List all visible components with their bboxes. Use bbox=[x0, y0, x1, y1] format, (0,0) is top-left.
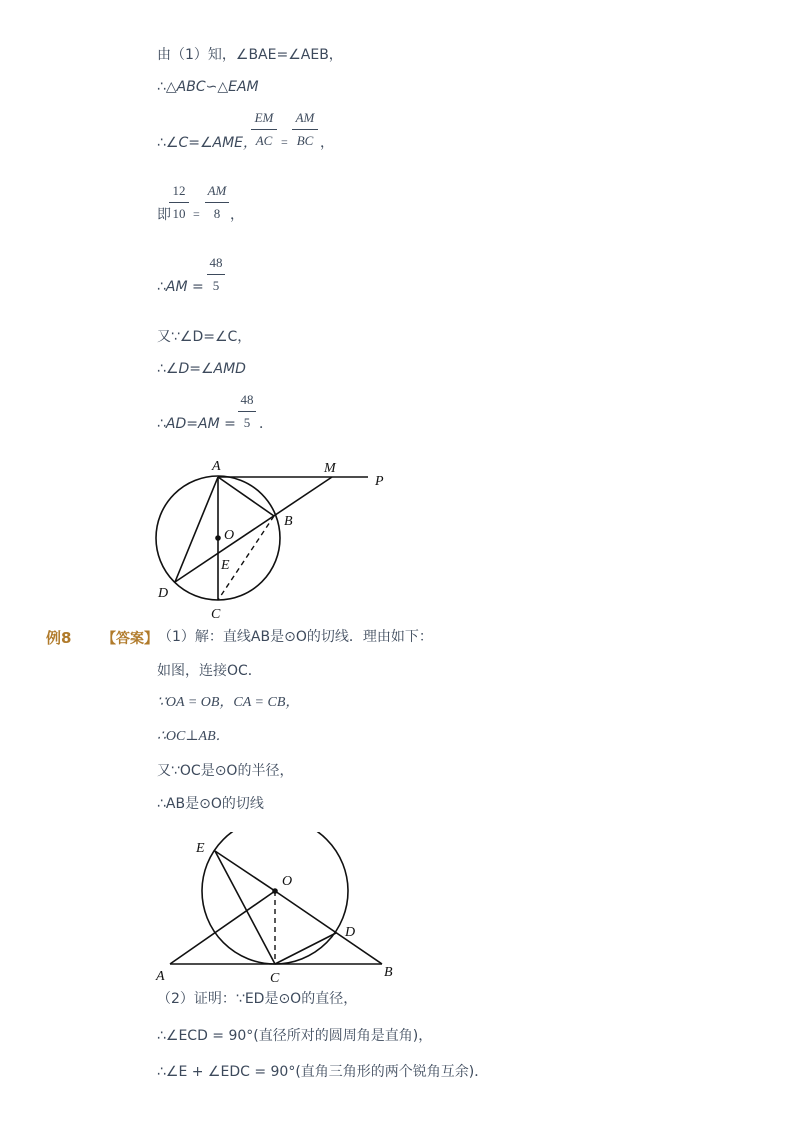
fraction-numerator: 48 bbox=[240, 392, 254, 407]
fraction-48-5-b bbox=[238, 392, 256, 431]
label-c: C bbox=[211, 607, 221, 622]
step-line-5: ∴AM = bbox=[157, 279, 204, 295]
answer-line-7: （2）证明：∵ED是⊙O的直径， bbox=[157, 991, 358, 1007]
answer-tag: 【答案】 bbox=[102, 631, 158, 647]
step-line-7: ∴∠D=∠AMD bbox=[157, 361, 246, 377]
line-dm bbox=[175, 477, 332, 582]
answer-line-6: ∴AB是⊙O的切线 bbox=[157, 796, 264, 812]
center-point-o bbox=[272, 888, 278, 894]
label-c: C bbox=[270, 971, 280, 986]
label-o: O bbox=[224, 528, 235, 543]
label-e: E bbox=[196, 841, 205, 856]
step-line-1: 由（1）知，∠BAE=∠AEB， bbox=[157, 47, 343, 63]
answer-line-9: ∴∠E + ∠EDC = 90°(直角三角形的两个锐角互余)． bbox=[157, 1064, 489, 1080]
label-e: E bbox=[221, 558, 230, 573]
label-d: D bbox=[345, 925, 356, 940]
example-label: 例8 bbox=[46, 629, 72, 647]
fraction-denominator: 10 bbox=[172, 206, 186, 221]
step-line-6: 又∵∠D=∠C， bbox=[157, 329, 252, 345]
fraction-bar bbox=[207, 274, 225, 275]
fraction-bar bbox=[251, 129, 277, 130]
fraction-bar bbox=[205, 202, 229, 203]
fraction-numerator: 48 bbox=[209, 255, 223, 270]
line-eo bbox=[215, 851, 275, 891]
line-ec bbox=[215, 851, 275, 964]
line-cd bbox=[275, 933, 336, 964]
fraction-denominator: BC bbox=[296, 133, 314, 148]
label-a: A bbox=[156, 969, 165, 984]
fraction-48-5 bbox=[207, 255, 225, 294]
circle-o bbox=[202, 832, 348, 964]
answer-line-3: ∵OA = OB，CA = CB， bbox=[157, 695, 300, 710]
fraction-numerator: AM bbox=[207, 183, 227, 198]
center-point-o bbox=[215, 535, 221, 541]
fraction-bar bbox=[292, 129, 318, 130]
label-p: P bbox=[375, 474, 384, 489]
equals-sign: = bbox=[193, 207, 200, 221]
fraction-bar bbox=[169, 202, 189, 203]
label-o: O bbox=[282, 874, 293, 889]
label-d: D bbox=[158, 586, 169, 601]
label-b: B bbox=[384, 965, 393, 980]
answer-line-4: ∴OC⊥AB． bbox=[157, 729, 230, 744]
fraction-denominator: 5 bbox=[243, 415, 251, 430]
fraction-12-10 bbox=[169, 183, 189, 222]
line-ob bbox=[275, 891, 382, 964]
figure-circle-tangent-ab bbox=[150, 832, 400, 992]
figure-circle-tangent-ampb bbox=[140, 452, 400, 622]
step-line-8: ∴AD=AM = bbox=[157, 416, 236, 432]
fraction-denominator: 8 bbox=[213, 206, 221, 221]
fraction-am-8 bbox=[205, 183, 229, 222]
answer-line-8: ∴∠ECD = 90°(直径所对的圆周角是直角)， bbox=[157, 1028, 433, 1044]
label-a: A bbox=[212, 459, 221, 474]
step-line-4: 即 bbox=[157, 207, 171, 223]
fraction-denominator: AC bbox=[255, 133, 273, 148]
fraction-denominator: 5 bbox=[212, 278, 220, 293]
label-m: M bbox=[324, 461, 336, 476]
fraction-numerator: 12 bbox=[172, 183, 186, 198]
fraction-am-bc bbox=[292, 110, 318, 149]
answer-line-1: （1）解：直线AB是⊙O的切线．理由如下： bbox=[158, 629, 433, 645]
line-ao bbox=[170, 891, 275, 964]
fraction-em-ac bbox=[251, 110, 277, 149]
line-ad bbox=[175, 477, 218, 582]
step-line-2: ∴△ABC∽△EAM bbox=[157, 79, 259, 95]
equals-sign: = bbox=[281, 135, 288, 149]
label-b: B bbox=[284, 514, 293, 529]
answer-line-2: 如图，连接OC． bbox=[157, 663, 262, 679]
fraction-numerator: EM bbox=[254, 110, 274, 125]
period: ． bbox=[259, 416, 273, 432]
step-line-3: ∴∠C=∠AME， bbox=[157, 135, 258, 151]
comma: ， bbox=[320, 135, 334, 151]
answer-line-5: 又∵OC是⊙O的半径， bbox=[157, 763, 294, 779]
fraction-bar bbox=[238, 411, 256, 412]
comma: ， bbox=[230, 207, 244, 223]
fraction-numerator: AM bbox=[295, 110, 315, 125]
